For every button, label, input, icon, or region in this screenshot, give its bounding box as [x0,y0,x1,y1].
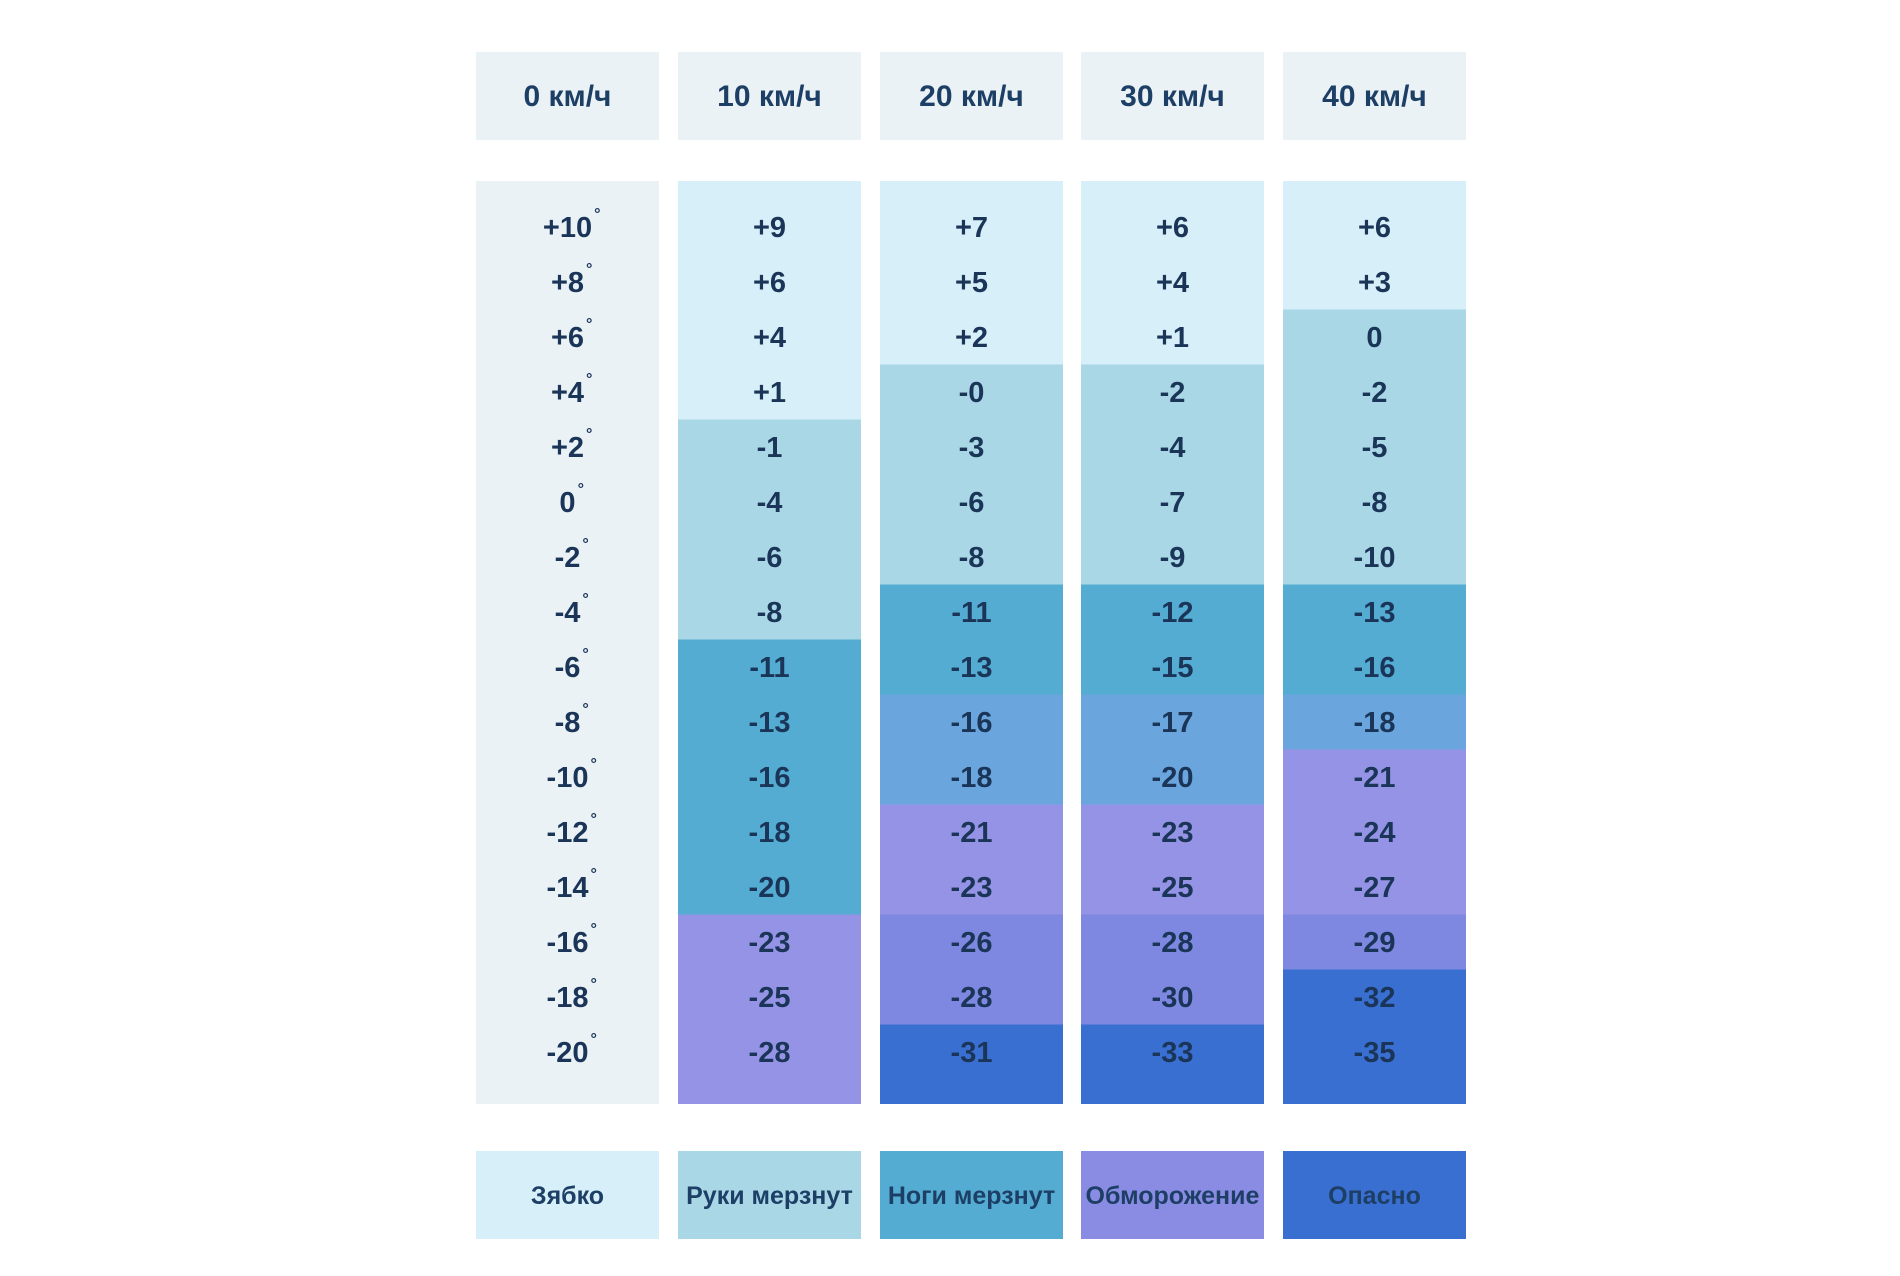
ambient-temperature: -4 [554,597,581,629]
legend-label: Ноги мерзнут [887,1182,1056,1210]
perceived-temperature: -32 [1353,982,1396,1014]
perceived-temperature: -28 [748,1037,791,1069]
ambient-temperature: -18 [546,982,589,1014]
column-background [476,181,659,1104]
legend-label: Обморожение [1085,1182,1260,1210]
degree-symbol: ° [590,976,597,993]
perceived-temperature: -26 [950,927,993,959]
perceived-temperature: -8 [1361,487,1388,519]
perceived-temperature: +6 [752,267,787,299]
perceived-temperature: -20 [1151,762,1194,794]
degree-symbol: ° [594,206,601,223]
perceived-temperature: -2 [1159,377,1186,409]
perceived-temperature: +5 [954,267,989,299]
perceived-temperature: -2 [1361,377,1388,409]
perceived-temperature: -29 [1353,927,1396,959]
degree-symbol: ° [577,481,584,498]
perceived-temperature: -15 [1151,652,1194,684]
perceived-temperature: -7 [1159,487,1186,519]
degree-symbol: ° [586,316,593,333]
perceived-temperature: -30 [1151,982,1194,1014]
perceived-temperature: +7 [954,212,989,244]
perceived-temperature: -18 [950,762,993,794]
ambient-temperature: -6 [554,652,581,684]
perceived-temperature: -21 [1353,762,1396,794]
perceived-temperature: -12 [1151,597,1194,629]
perceived-temperature: +9 [752,212,787,244]
perceived-temperature: +4 [1155,267,1190,299]
perceived-temperature: -25 [1151,872,1194,904]
perceived-temperature: +1 [752,377,787,409]
perceived-temperature: -0 [958,377,985,409]
perceived-temperature: -20 [748,872,791,904]
perceived-temperature: -28 [950,982,993,1014]
perceived-temperature: -18 [748,817,791,849]
perceived-temperature: +4 [752,322,787,354]
perceived-temperature: -16 [1353,652,1396,684]
degree-symbol: ° [582,536,589,553]
column-headers [476,52,1466,140]
perceived-temperature: 0 [1366,322,1383,354]
perceived-temperature: -16 [748,762,791,794]
perceived-temperature: -35 [1353,1037,1396,1069]
ambient-temperature: -12 [546,817,589,849]
degree-symbol: ° [590,921,597,938]
perceived-temperature: -11 [951,597,992,629]
perceived-temperature: -9 [1159,542,1186,574]
perceived-temperature: -4 [1159,432,1186,464]
perceived-temperature: +3 [1357,267,1392,299]
ambient-temperature: 0 [559,487,576,519]
perceived-temperature: -13 [1353,597,1396,629]
perceived-temperature: -23 [950,872,993,904]
ambient-temperature: -2 [554,542,581,574]
header-label: 10 км/ч [717,80,822,113]
ambient-temperature: +8 [550,267,585,299]
perceived-temperature: -6 [756,542,783,574]
perceived-temperature: -27 [1353,872,1396,904]
ambient-temperature: +6 [550,322,585,354]
perceived-temperature: -4 [756,487,783,519]
header-label: 40 км/ч [1322,80,1427,113]
perceived-temperature: -24 [1353,817,1396,849]
perceived-temperature: -13 [748,707,791,739]
ambient-temperature: -20 [546,1037,589,1069]
header-label: 0 км/ч [523,80,612,113]
ambient-temperature: -14 [546,872,589,904]
legend-label: Зябко [530,1182,605,1210]
degree-symbol: ° [586,371,593,388]
perceived-temperature: -28 [1151,927,1194,959]
perceived-temperature: -13 [950,652,993,684]
perceived-temperature: -1 [756,432,783,464]
degree-symbol: ° [586,261,593,278]
header-label: 30 км/ч [1120,80,1225,113]
perceived-temperature: -8 [756,597,783,629]
header-label: 20 км/ч [919,80,1024,113]
perceived-temperature: -17 [1151,707,1194,739]
ambient-temperature: -10 [546,762,589,794]
legend [476,1151,1466,1239]
degree-symbol: ° [582,701,589,718]
perceived-temperature: -11 [749,652,790,684]
perceived-temperature: -23 [1151,817,1194,849]
degree-symbol: ° [590,1031,597,1048]
perceived-temperature: -18 [1353,707,1396,739]
degree-symbol: ° [582,591,589,608]
perceived-temperature: -6 [958,487,985,519]
degree-symbol: ° [590,866,597,883]
ambient-temperature: -16 [546,927,589,959]
legend-label: Опасно [1328,1182,1421,1210]
perceived-temperature: -10 [1353,542,1396,574]
perceived-temperature: -16 [950,707,993,739]
perceived-temperature: -5 [1361,432,1388,464]
ambient-temperature: +2 [550,432,585,464]
ambient-temperature: +4 [550,377,585,409]
perceived-temperature: -31 [950,1037,993,1069]
degree-symbol: ° [586,426,593,443]
perceived-temperature: -33 [1151,1037,1194,1069]
perceived-temperature: +2 [954,322,989,354]
data-columns [476,181,1466,1104]
perceived-temperature: -23 [748,927,791,959]
ambient-temperature: -8 [554,707,581,739]
degree-symbol: ° [582,646,589,663]
perceived-temperature: -8 [958,542,985,574]
perceived-temperature: +6 [1357,212,1392,244]
ambient-temperature: +10 [542,212,593,244]
perceived-temperature: +1 [1155,322,1190,354]
perceived-temperature: +6 [1155,212,1190,244]
legend-label: Руки мерзнут [686,1182,853,1210]
perceived-temperature: -21 [950,817,993,849]
perceived-temperature: -25 [748,982,791,1014]
degree-symbol: ° [590,811,597,828]
degree-symbol: ° [590,756,597,773]
perceived-temperature: -3 [958,432,985,464]
